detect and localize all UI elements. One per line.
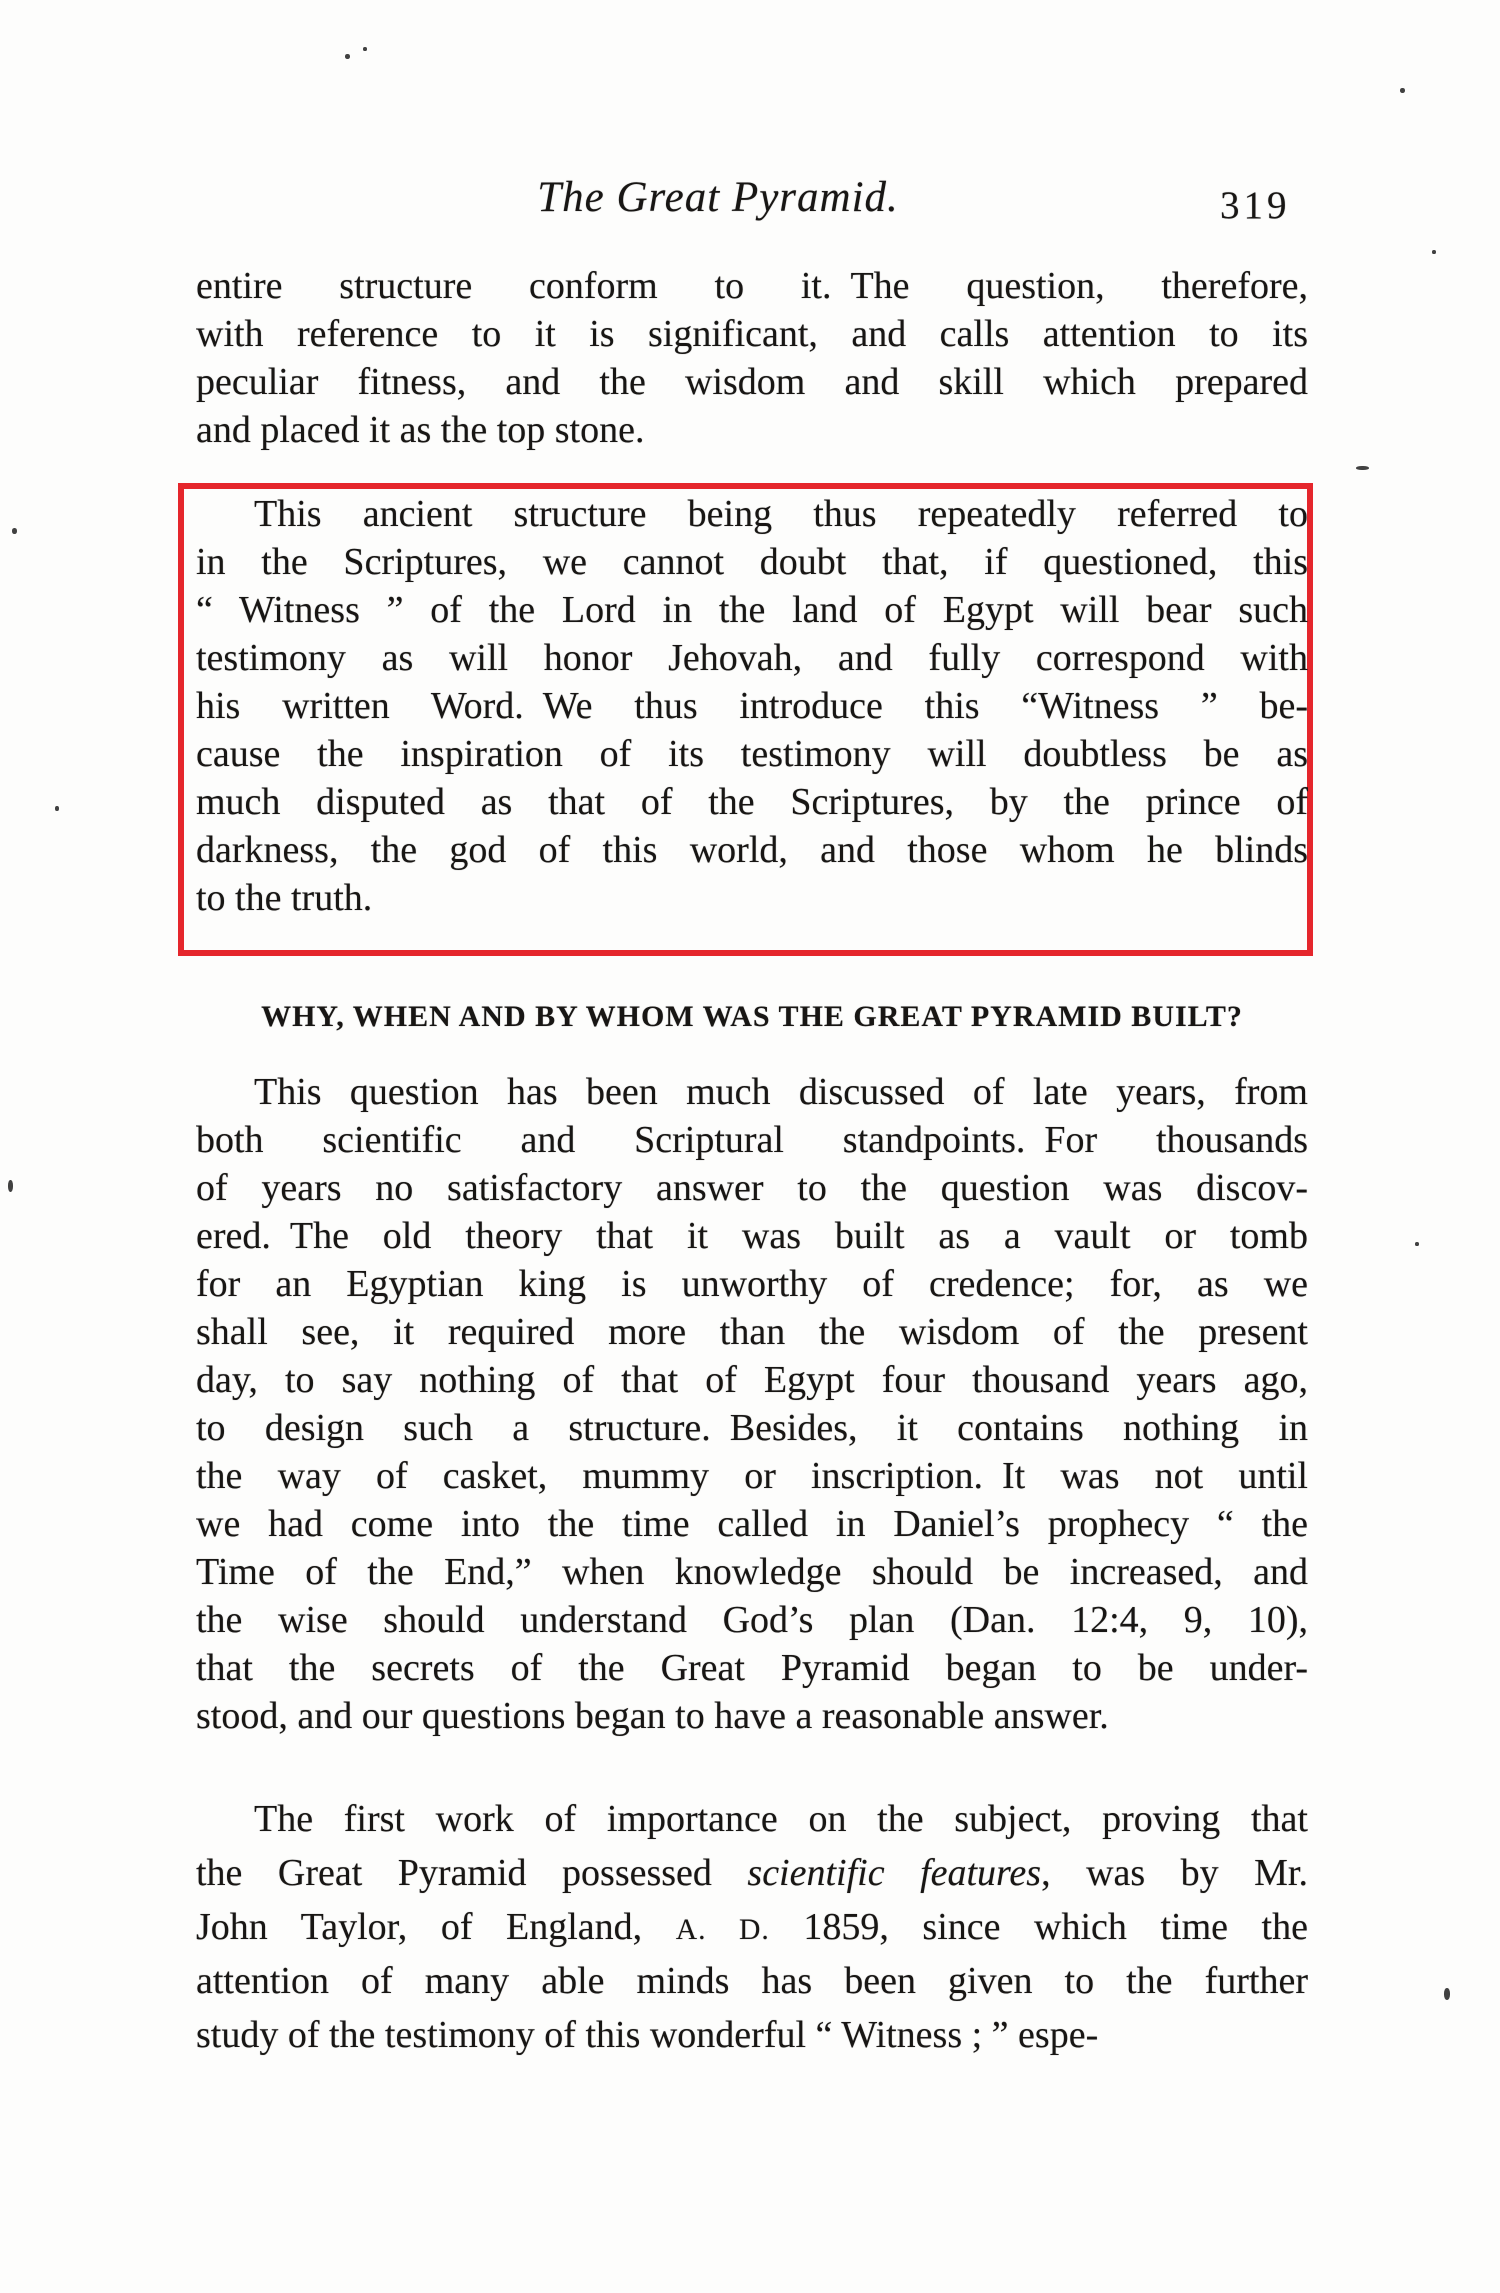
text-line: study of the testimony of this wonderful “ Witness ; ” espe- [196,2014,1099,2056]
paragraph-first-work [196,1792,1308,2062]
text-line: peculiar fitness, and the wisdom and skill which prepared [196,361,1308,403]
text-line: and placed it as the top stone. [196,409,645,451]
text-line: attention of many able minds has been given to the further [196,1960,1308,2002]
text-line: in the Scriptures, we cannot doubt that, if questioned, this [196,541,1308,583]
text-line: Time of the End,” when knowledge should be increased, and [196,1551,1308,1593]
paragraph-top-continuation [196,262,1308,454]
text-line: of years no satisfactory answer to the question was discov- [196,1167,1308,1209]
text-line: John Taylor, of England, A. D. 1859, since which time the [196,1906,1308,1948]
text-line: for an Egyptian king is unworthy of credence; for, as we [196,1263,1308,1305]
text-line: much disputed as that of the Scriptures, by the prince of [196,781,1308,823]
text-line: “ Witness ” of the Lord in the land of Egypt will bear such [196,589,1308,631]
scan-speck [12,528,17,534]
page-number: 319 [1220,184,1291,227]
text-line: that the secrets of the Great Pyramid began to be under- [196,1647,1308,1689]
text-line: darkness, the god of this world, and those whom he blinds [196,829,1308,871]
scan-speck [55,806,59,811]
italic-text: scientific features [747,1852,1042,1894]
scan-speck [8,1180,13,1192]
text-line: The first work of importance on the subject, proving that [254,1798,1308,1840]
text-line: both scientific and Scriptural standpoints. For thousands [196,1119,1308,1161]
text-line: shall see, it required more than the wisdom of the present [196,1311,1308,1353]
page-header [0,0,1500,240]
text-line: testimony as will honor Jehovah, and fully correspond with [196,637,1308,679]
text-line: to design such a structure. Besides, it contains nothing in [196,1407,1308,1449]
text-line: entire structure conform to it. The question, therefore, [196,265,1308,307]
text-line: day, to say nothing of that of Egypt four thousand years ago, [196,1359,1308,1401]
text-line: the wise should understand God’s plan (Dan. 12:4, 9, 10), [196,1599,1308,1641]
text-line: cause the inspiration of its testimony will doubtless be as [196,733,1308,775]
text-line: ered. The old theory that it was built as a vault or tomb [196,1215,1308,1257]
small-caps-text: A. D. [675,1914,770,1946]
text-line: the Great Pyramid possessed scientific features, was by Mr. [196,1852,1308,1894]
running-title: The Great Pyramid. [537,174,899,221]
text-line: his written Word. We thus introduce this “Witness ” be- [196,685,1308,727]
scan-speck [1432,250,1436,254]
scan-speck [1415,1242,1419,1246]
scan-speck [1356,466,1369,470]
text-line: the way of casket, mummy or inscription. It was not until [196,1455,1308,1497]
text-line: with reference to it is significant, and calls attention to its [196,313,1308,355]
text-line: we had come into the time called in Daniel’s prophecy “ the [196,1503,1308,1545]
text-line: stood, and our questions began to have a reasonable answer. [196,1695,1109,1737]
text-line: This question has been much discussed of late years, from [254,1071,1308,1113]
section-heading: WHY, WHEN AND BY WHOM WAS THE GREAT PYRAMID BUILT? [261,1000,1243,1033]
paragraph-question-discussed [196,1068,1308,1740]
text-line: This ancient structure being thus repeatedly referred to [254,493,1308,535]
paragraph-highlighted [196,490,1308,922]
scan-speck [1444,1988,1450,2000]
text-line: to the truth. [196,877,373,919]
